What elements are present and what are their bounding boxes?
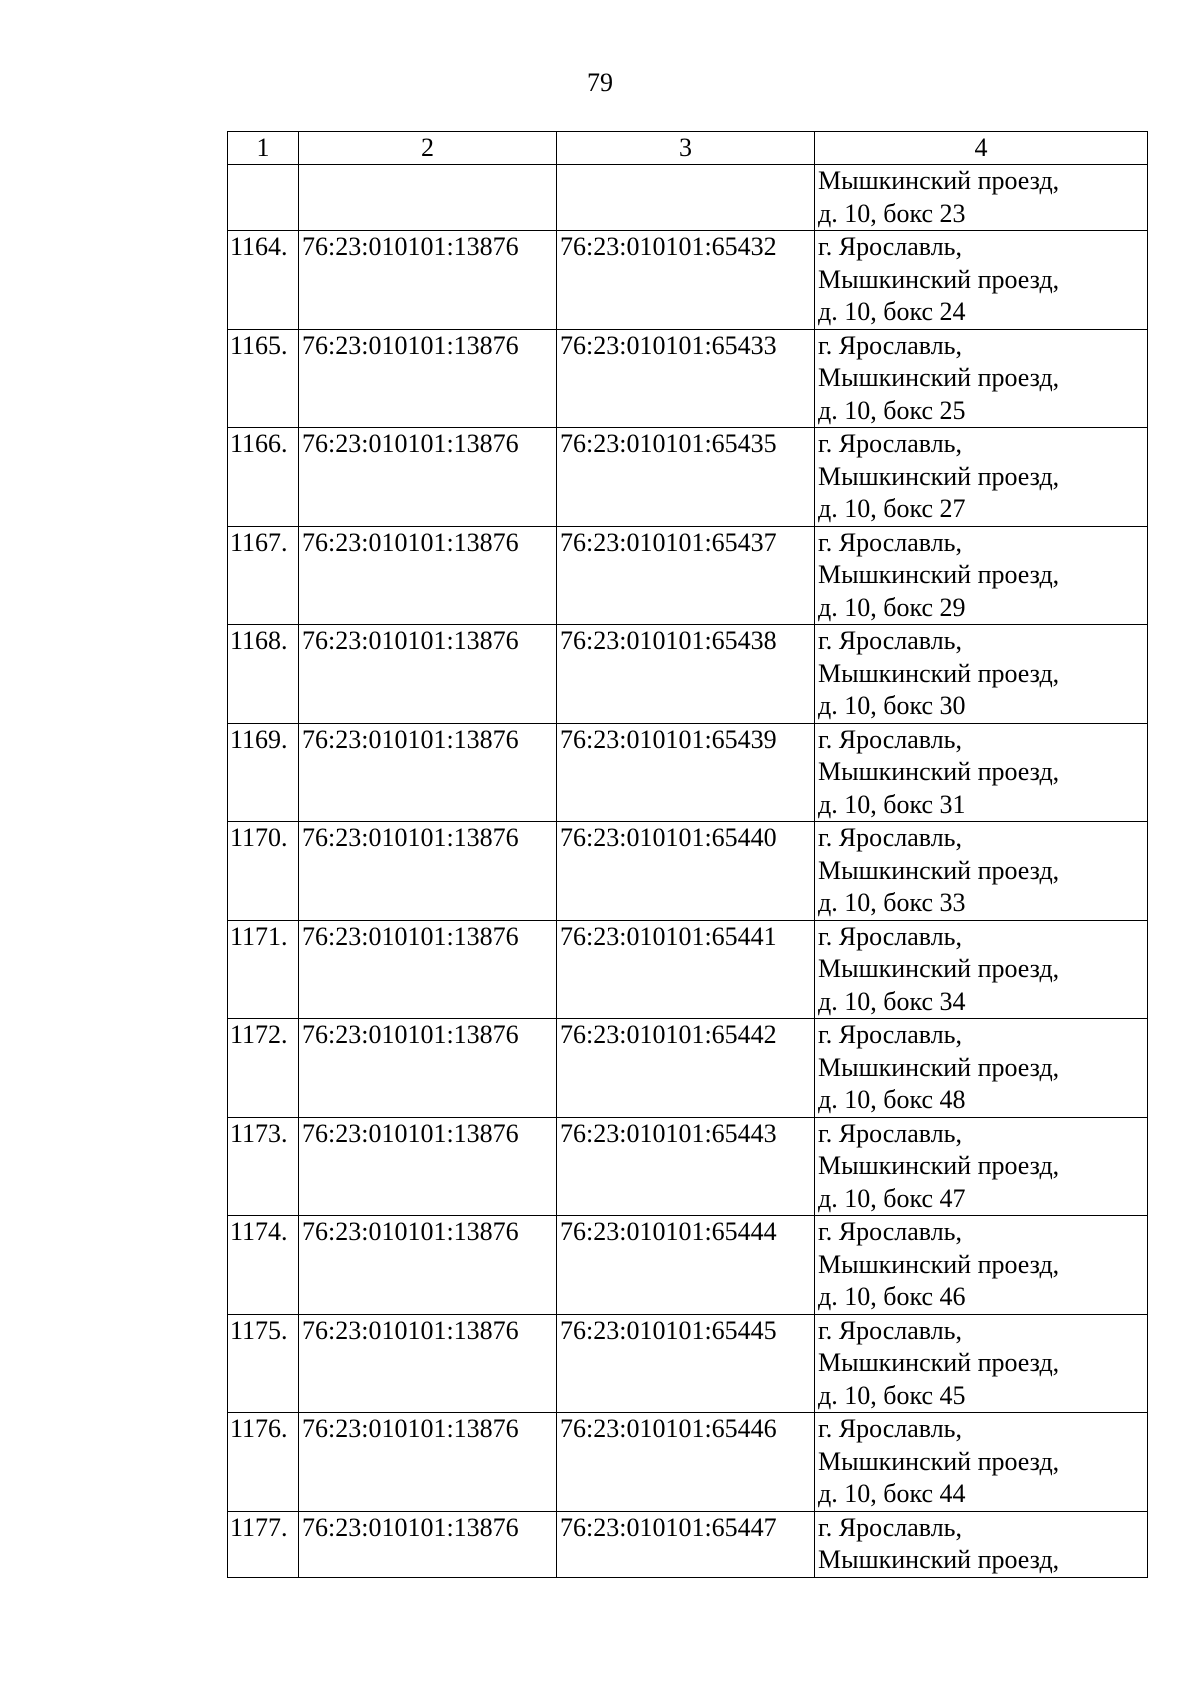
address-line: г. Ярославль, (818, 429, 963, 458)
address-cell (815, 1511, 1148, 1577)
cadastral-number-col2: 76:23:010101:13876 (299, 1413, 557, 1512)
row-number: 1177. (228, 1511, 299, 1577)
address-line: г. Ярославль, (818, 1118, 963, 1148)
row-number: 1169. (228, 723, 299, 822)
table-row (228, 1314, 1148, 1413)
cadastral-number-col3: 76:23:010101:65437 (557, 526, 815, 625)
cadastral-number-col3: 76:23:010101:65444 (557, 1216, 815, 1315)
table-row (228, 1019, 1148, 1118)
table-row (228, 231, 1148, 330)
cadastral-number-col3 (557, 165, 815, 231)
address-line: г. Ярославль, (818, 330, 963, 360)
address-line: Мышкинский проезд, (818, 757, 1060, 786)
cadastral-number-col3: 76:23:010101:65446 (557, 1413, 815, 1512)
address-line: г. Ярославль, (818, 232, 963, 261)
address-line: д. 10, бокс 44 (818, 1479, 966, 1508)
address-line: г. Ярославль, (818, 823, 963, 852)
address-line: Мышкинский проезд, (818, 855, 1060, 885)
table-row (228, 1117, 1148, 1216)
address-cell (815, 526, 1148, 625)
cadastral-number-col2: 76:23:010101:13876 (299, 526, 557, 625)
cadastral-number-col3: 76:23:010101:65439 (557, 723, 815, 822)
address-line: д. 10, бокс 30 (818, 691, 966, 720)
cadastral-number-col3: 76:23:010101:65441 (557, 920, 815, 1019)
cadastral-number-col2: 76:23:010101:13876 (299, 329, 557, 428)
address-line: д. 10, бокс 46 (818, 1282, 966, 1311)
row-number: 1164. (228, 231, 299, 330)
row-number: 1170. (228, 822, 299, 921)
address-line: г. Ярославль, (818, 724, 963, 754)
address-line: д. 10, бокс 23 (818, 198, 966, 228)
cadastral-number-col3: 76:23:010101:65443 (557, 1117, 815, 1216)
address-cell (815, 625, 1148, 724)
cadastral-number-col3: 76:23:010101:65433 (557, 329, 815, 428)
table-row (228, 526, 1148, 625)
cadastral-number-col3: 76:23:010101:65442 (557, 1019, 815, 1118)
address-line: Мышкинский проезд, (818, 1052, 1060, 1082)
address-line: д. 10, бокс 34 (818, 986, 966, 1016)
cadastral-number-col3: 76:23:010101:65440 (557, 822, 815, 921)
address-line: д. 10, бокс 31 (818, 789, 966, 819)
row-number: 1171. (228, 920, 299, 1019)
row-number: 1172. (228, 1019, 299, 1118)
row-number: 1173. (228, 1117, 299, 1216)
address-line: д. 10, бокс 29 (818, 592, 966, 622)
cadastral-number-col2: 76:23:010101:13876 (299, 428, 557, 527)
address-line: д. 10, бокс 47 (818, 1183, 966, 1213)
page-number: 79 (587, 68, 613, 97)
address-line: Мышкинский проезд, (818, 461, 1060, 491)
row-number: 1175. (228, 1314, 299, 1413)
table-row (228, 723, 1148, 822)
address-line: Мышкинский проезд, (818, 1446, 1060, 1476)
row-number: 1166. (228, 428, 299, 527)
table-row (228, 428, 1148, 527)
column-header-2: 2 (299, 132, 557, 165)
address-line: г. Ярославль, (818, 1512, 963, 1542)
address-cell (815, 723, 1148, 822)
row-number: 1174. (228, 1216, 299, 1315)
column-header-3: 3 (557, 132, 815, 165)
cadastral-number-col2: 76:23:010101:13876 (299, 1117, 557, 1216)
cadastral-number-col2: 76:23:010101:13876 (299, 920, 557, 1019)
table-row (228, 1413, 1148, 1512)
column-header-1: 1 (228, 132, 299, 165)
address-line: г. Ярославль, (818, 1315, 963, 1345)
address-line: д. 10, бокс 33 (818, 888, 966, 917)
address-line: Мышкинский проезд, (818, 1249, 1060, 1279)
cadastral-number-col3: 76:23:010101:65445 (557, 1314, 815, 1413)
address-line: г. Ярославль, (818, 1217, 963, 1246)
cadastral-number-col2: 76:23:010101:13876 (299, 1019, 557, 1118)
cadastral-number-col2: 76:23:010101:13876 (299, 723, 557, 822)
cadastral-number-col2: 76:23:010101:13876 (299, 822, 557, 921)
address-line: Мышкинский проезд, (818, 363, 1060, 392)
address-line: д. 10, бокс 25 (818, 395, 966, 425)
address-line: г. Ярославль, (818, 1414, 963, 1443)
cadastral-number-col2: 76:23:010101:13876 (299, 625, 557, 724)
address-line: д. 10, бокс 45 (818, 1380, 966, 1410)
address-cell (815, 329, 1148, 428)
cadastral-number-col2: 76:23:010101:13876 (299, 1216, 557, 1315)
address-line: Мышкинский проезд, (818, 1348, 1060, 1377)
address-line: г. Ярославль, (818, 921, 963, 951)
address-cell (815, 920, 1148, 1019)
address-cell (815, 231, 1148, 330)
address-line: Мышкинский проезд, (818, 658, 1060, 688)
column-header-4: 4 (815, 132, 1148, 165)
address-line: д. 10, бокс 48 (818, 1085, 966, 1114)
address-line: г. Ярославль, (818, 626, 963, 655)
table-row (228, 1216, 1148, 1315)
address-line: Мышкинский проезд, (818, 954, 1060, 983)
cadastral-number-col2: 76:23:010101:13876 (299, 231, 557, 330)
cadastral-number-col3: 76:23:010101:65432 (557, 231, 815, 330)
table-row (228, 625, 1148, 724)
row-number: 1168. (228, 625, 299, 724)
table-row (228, 165, 1148, 231)
address-line: Мышкинский проезд, (818, 166, 1060, 195)
cadastral-number-col3: 76:23:010101:65438 (557, 625, 815, 724)
table-row (228, 822, 1148, 921)
address-cell (815, 1019, 1148, 1118)
table-row (228, 1511, 1148, 1577)
cadastral-number-col2: 76:23:010101:13876 (299, 1511, 557, 1577)
address-line: Мышкинский проезд, (818, 1151, 1060, 1180)
cadastral-number-col2 (299, 165, 557, 231)
row-number: 1165. (228, 329, 299, 428)
address-line: Мышкинский проезд, (818, 264, 1060, 294)
table-row (228, 920, 1148, 1019)
row-number: 1167. (228, 526, 299, 625)
cadastral-number-col3: 76:23:010101:65447 (557, 1511, 815, 1577)
cadastral-number-col3: 76:23:010101:65435 (557, 428, 815, 527)
address-cell (815, 1117, 1148, 1216)
row-number: 1176. (228, 1413, 299, 1512)
address-line: г. Ярославль, (818, 1020, 963, 1049)
cadastral-number-col2: 76:23:010101:13876 (299, 1314, 557, 1413)
address-line: Мышкинский проезд, (818, 1545, 1060, 1574)
address-line: д. 10, бокс 24 (818, 297, 966, 326)
address-cell (815, 822, 1148, 921)
address-line: Мышкинский проезд, (818, 560, 1060, 589)
address-line: г. Ярославль, (818, 527, 963, 557)
table-header-row (228, 132, 1148, 165)
address-cell (815, 1216, 1148, 1315)
table-body (228, 165, 1148, 1578)
table-row (228, 329, 1148, 428)
row-number (228, 165, 299, 231)
address-cell (815, 165, 1148, 231)
address-line: д. 10, бокс 27 (818, 494, 966, 523)
cadastral-table (227, 131, 1148, 1578)
address-cell (815, 428, 1148, 527)
address-cell (815, 1413, 1148, 1512)
address-cell (815, 1314, 1148, 1413)
